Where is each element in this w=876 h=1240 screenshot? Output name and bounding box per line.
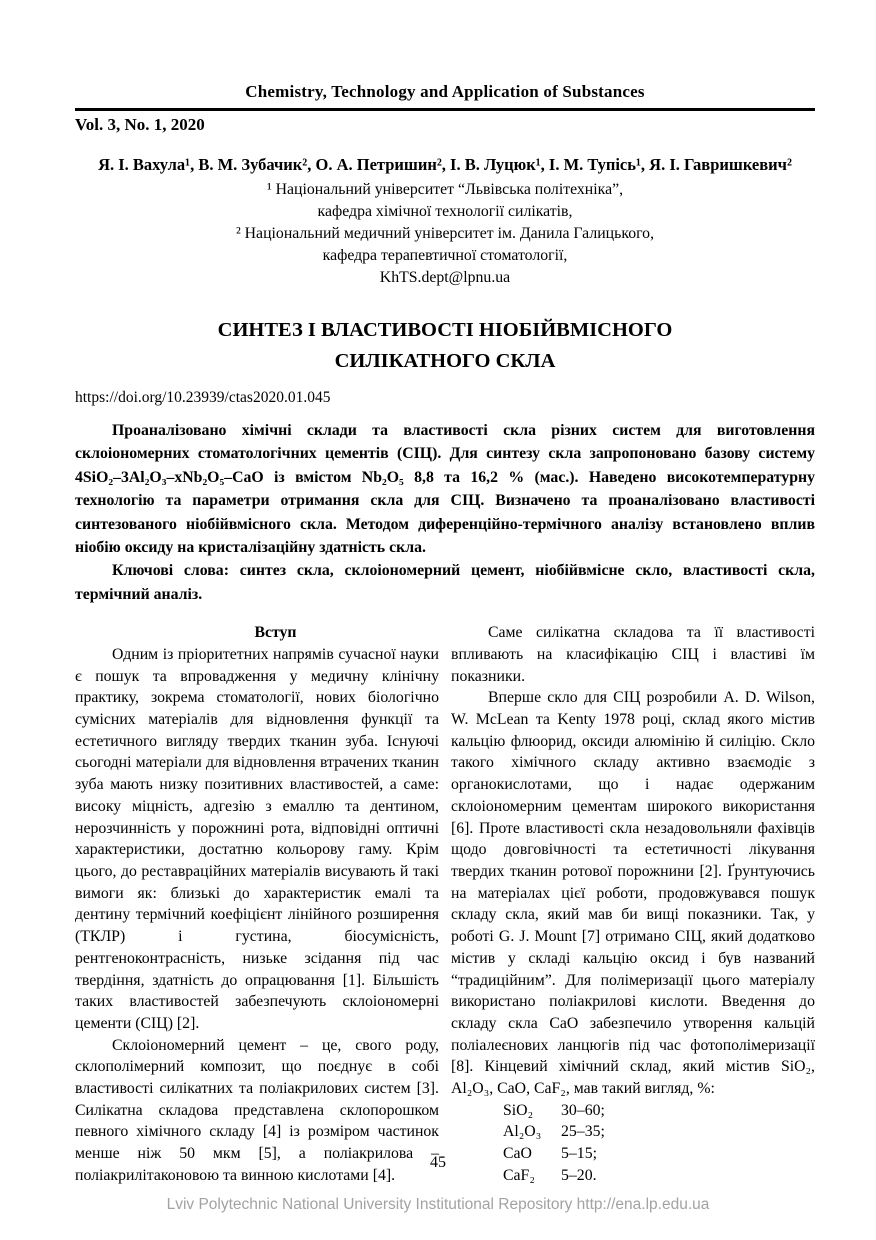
composition-formula: CaF₂ xyxy=(503,1166,535,1184)
keywords-text: синтез скла, склоіономерний цемент, ніобійвмісне скло, властивості скла, термічний аналіз. xyxy=(75,562,815,603)
article-title-line-2: СИЛІКАТНОГО СКЛА xyxy=(334,350,556,372)
page-number: 45 xyxy=(430,1154,446,1171)
section-heading-intro: Вступ xyxy=(254,624,297,642)
two-column-body xyxy=(75,622,815,1186)
article-title-line-1: СИНТЕЗ І ВЛАСТИВОСТІ НІОБІЙВМІСНОГО xyxy=(217,319,673,341)
keywords-line xyxy=(75,559,815,606)
affiliation-line-4: кафедра терапевтичної стоматології, xyxy=(322,247,568,264)
affiliation-line-2: кафедра хімічної технології силікатів, xyxy=(317,203,573,220)
left-column xyxy=(75,622,439,1186)
authors-line: Я. І. Вахула¹, В. М. Зубачик², О. А. Петришин², І. В. Луцюк¹, І. М. Тупісь¹, Я. І. Гавришкевич² xyxy=(98,155,792,174)
right-paragraph-2: Вперше скло для СІЦ розробили A. D. Wilson, W. McLean та Kenty 1978 році, склад якого містив кальцію флюорид, оксиди алюмінію й силіцію. Скло такого хімічного складу активно взаємодіє з органокислотами, що і надає одержаним склоіономерним цементам широкого використання [6]. Проте властивості скла незадовольняли фахівців щодо довговічності та естетичності лікування твердих тканин ротової порожнини [2]. Ґрунтуючись на матеріалах цієї роботи, продовжувався пошук складу скла, який мав би вищі показники. Так, у роботі G. J. Mount [7] отримано СІЦ, який додатково містив у складі кальцію оксид і був названий “традиційним”. Для полімеризації цього матеріалу використано поліакрилові кислоти. Введення до складу скла CaO забезпечило утворення кальцій поліалеєнових ланцюгів під час фотополімеризації [8]. Кінцевий хімічний склад, який містив SiO₂, Al₂O₃, CaO, CaF₂, мав такий вигляд, %: xyxy=(451,689,815,1098)
composition-value: 25–35; xyxy=(561,1123,605,1141)
left-paragraph-2: Склоіономерний цемент – це, свого роду, склополімерний композит, що поєднує в собі властивості силікатних та поліакрилових систем [3]. Силікатна складова представлена склопорошком певного хімічного складу [4] із розміром частинок менше ніж 50 мкм [5], а поліакрилова – поліакрилітаконовою та винною кислотами [4]. xyxy=(75,1036,439,1184)
composition-row xyxy=(503,1121,815,1143)
affiliation-email[interactable]: KhTS.dept@lpnu.ua xyxy=(379,269,511,286)
composition-value: 30–60; xyxy=(561,1101,605,1119)
right-paragraph-1: Саме силікатна складова та її властивості впливають на класифікацію СІЦ і властиві їм показники. xyxy=(451,624,815,685)
keywords-label: Ключові слова: xyxy=(112,562,229,580)
volume-issue-line: Vol. 3, No. 1, 2020 xyxy=(75,115,205,134)
composition-value: 5–15; xyxy=(561,1145,597,1163)
article-title xyxy=(75,315,815,377)
composition-formula: SiO₂ xyxy=(503,1101,534,1119)
affiliation-line-1: ¹ Національний університет “Львівська політехніка”, xyxy=(266,181,624,198)
journal-title: Chemistry, Technology and Application of Substances xyxy=(75,82,815,111)
affiliations-block xyxy=(75,179,815,289)
composition-list xyxy=(451,1100,815,1187)
footer-repository-link[interactable]: Lviv Polytechnic National University Institutional Repository http://ena.lp.edu.ua xyxy=(166,1196,710,1213)
doi-link[interactable]: https://doi.org/10.23939/ctas2020.01.045 xyxy=(75,389,331,406)
abstract-text: Проаналізовано хімічні склади та властивості скла різних систем для виготовлення склоіономерних стоматологічних цементів (СІЦ). Для синтезу скла запропоновано базову систему 4SiO₂–3Al₂O₃–xNb₂O₅–CaO із вмістом Nb₂O₅ 8,8 та 16,2 % (мас.). Наведено високотемпературну технологію та параметри отримання скла для СІЦ. Визначено та проаналізовано властивості синтезованого ніобійвмісного скла. Методом диференційно-термічного аналізу встановлено вплив ніобію оксиду на кристалізаційну здатність скла. xyxy=(75,422,815,557)
affiliation-line-3: ² Національний медичний університет ім. Данила Галицького, xyxy=(235,225,655,242)
composition-row xyxy=(503,1100,815,1122)
right-column xyxy=(451,622,815,1186)
abstract-block xyxy=(75,419,815,606)
left-paragraph-1: Одним із пріоритетних напрямів сучасної науки є пошук та впровадження у медичну клінічну практику, зокрема стоматології, нових біологічно сумісних матеріалів для відновлення функції та естетичного вигляду твердих тканин зуба. Існуючі сьогодні матеріали для відновлення втрачених тканин зуба мають низку позитивних властивостей, а саме: високу міцність, адгезію з емаллю та дентином, нерозчинність у порожнині рота, відповідні оптичні характеристики, достатню кольорову гаму. Крім цього, до реставраційних матеріалів висувають й такі вимоги як: близькі до характеристик емалі та дентину термічний коефіцієнт лінійного розширення (ТКЛР) і густина, біосумісність, рентгеноконтрасність, низьке зсідання під час твердіння, здатність до опрацювання [1]. Більшість таких властивостей забезпечують склоіономерні цементи (СІЦ) [2]. xyxy=(75,645,439,1032)
composition-formula: CaO xyxy=(503,1145,532,1163)
composition-formula: Al₂O₃ xyxy=(503,1123,542,1141)
composition-value: 5–20. xyxy=(561,1166,597,1184)
